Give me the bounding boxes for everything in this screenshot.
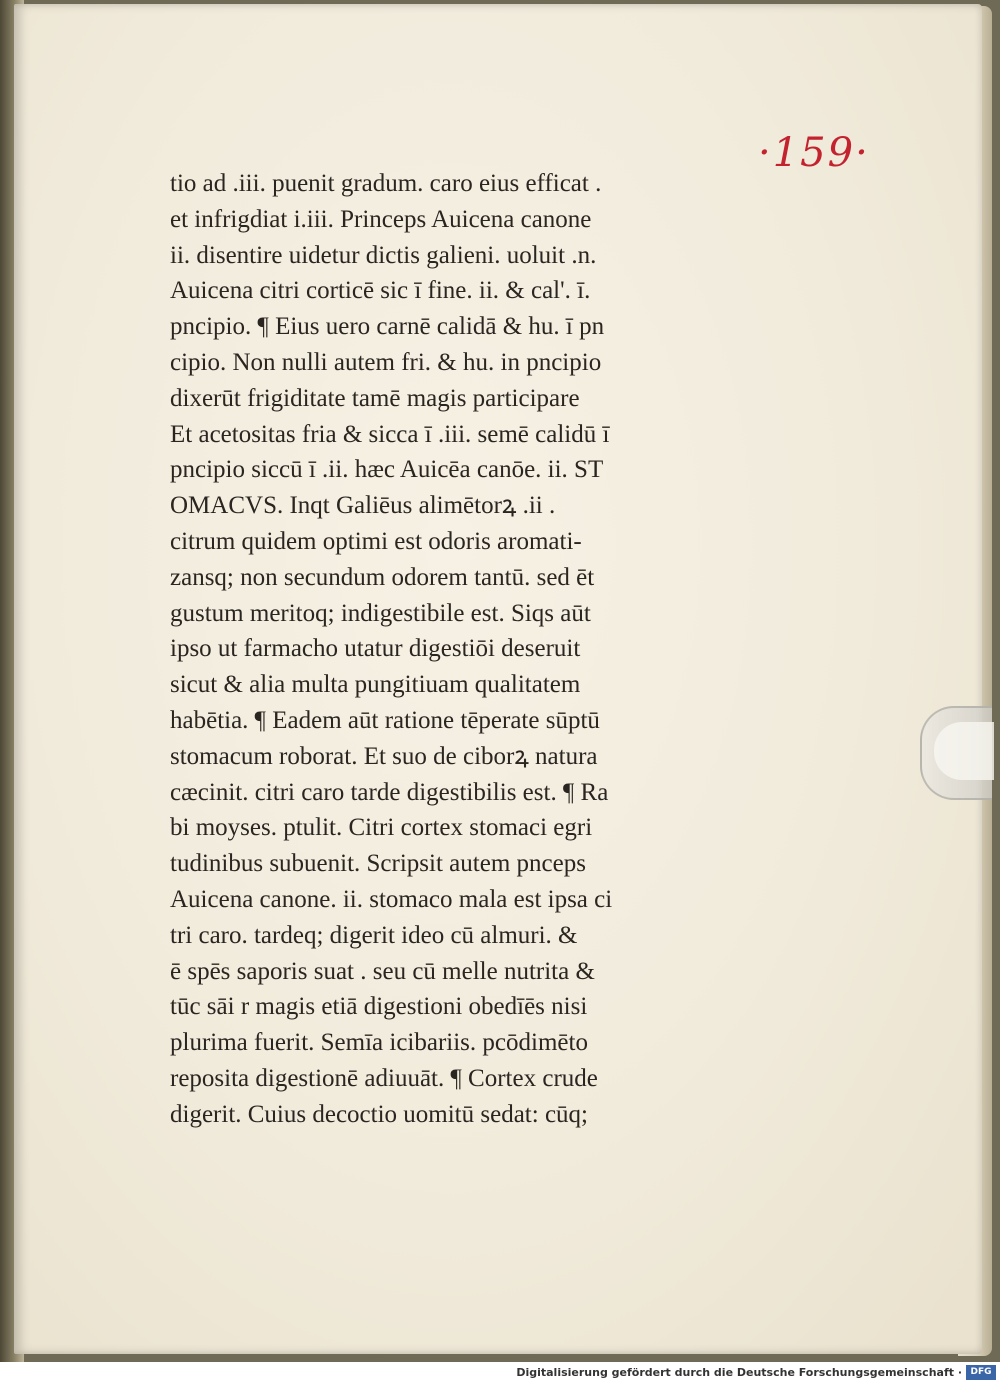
text-block — [170, 166, 730, 1133]
text-line: ipso ut farmacho utatur digestiōi deseruit — [170, 635, 581, 663]
text-line: digerit. Cuius decoctio uomitū sedat: cūq; — [170, 1100, 588, 1128]
text-line: stomacum roborat. Et suo de ciborꝝ natura — [170, 742, 598, 770]
text-line: tūc sāi r magis etiā digestioni obedīēs nisi — [170, 993, 588, 1021]
text-line: zansq; non secundum odorem tantū. sed ēt — [170, 563, 595, 591]
text-line: tri caro. tardeq; digerit ideo cū almuri. & — [170, 921, 578, 949]
text-line: Auicena canone. ii. stomaco mala est ipsa ci — [170, 885, 613, 913]
text-line: cipio. Non nulli autem fri. & hu. in pncipio — [170, 348, 602, 376]
text-line: ii. disentire uidetur dictis galieni. uoluit .n. — [170, 241, 597, 269]
text-line: gustum meritoq; indigestibile est. Siqs aūt — [170, 599, 591, 627]
text-line: bi moyses. ptulit. Citri cortex stomaci egri — [170, 814, 593, 842]
text-line: plurima fuerit. Semīa icibariis. pcōdimēto — [170, 1029, 588, 1057]
dfg-logo: DFG — [966, 1365, 996, 1380]
text-line: et infrigdiat i.iii. Princeps Auicena canone — [170, 205, 592, 233]
text-line: pncipio. ¶ Eius uero carnē calidā & hu. ī pn — [170, 313, 605, 341]
text-line: pncipio siccū ī .ii. hæc Auicēa canōe. ii. ST — [170, 456, 604, 484]
text-line: OMACVS. Inqt Galiēus alimētorꝝ .ii . — [170, 492, 556, 520]
text-line: cæcinit. citri caro tarde digestibilis est. ¶ Ra — [170, 778, 609, 806]
text-line: reposita digestionē adiuuāt. ¶ Cortex crude — [170, 1064, 598, 1092]
text-line: Et acetositas fria & sicca ī .iii. semē calidū ī — [170, 420, 610, 448]
text-line: ē spēs saporis suat . seu cū melle nutrita & — [170, 957, 595, 985]
text-line: sicut & alia multa pungitiuam qualitatem — [170, 671, 581, 699]
text-line: dixerūt frigiditate tamē magis participare — [170, 384, 580, 412]
text-line: citrum quidem optimi est odoris aromati- — [170, 527, 582, 555]
folio-number: ·159· — [758, 130, 870, 176]
text-line: tio ad .iii. puenit gradum. caro eius efficat . — [170, 170, 602, 197]
text-line: Auicena citri corticē sic ī fine. ii. & cal'. ī. — [170, 277, 591, 305]
funding-credit: Digitalisierung gefördert durch die Deutsche Forschungsgemeinschaft · — [516, 1366, 962, 1379]
text-line: tudinibus subuenit. Scripsit autem pnceps — [170, 850, 586, 878]
text-line: habētia. ¶ Eadem aūt ratione tēperate sūptū — [170, 706, 600, 734]
page-clip-inner — [934, 722, 994, 780]
